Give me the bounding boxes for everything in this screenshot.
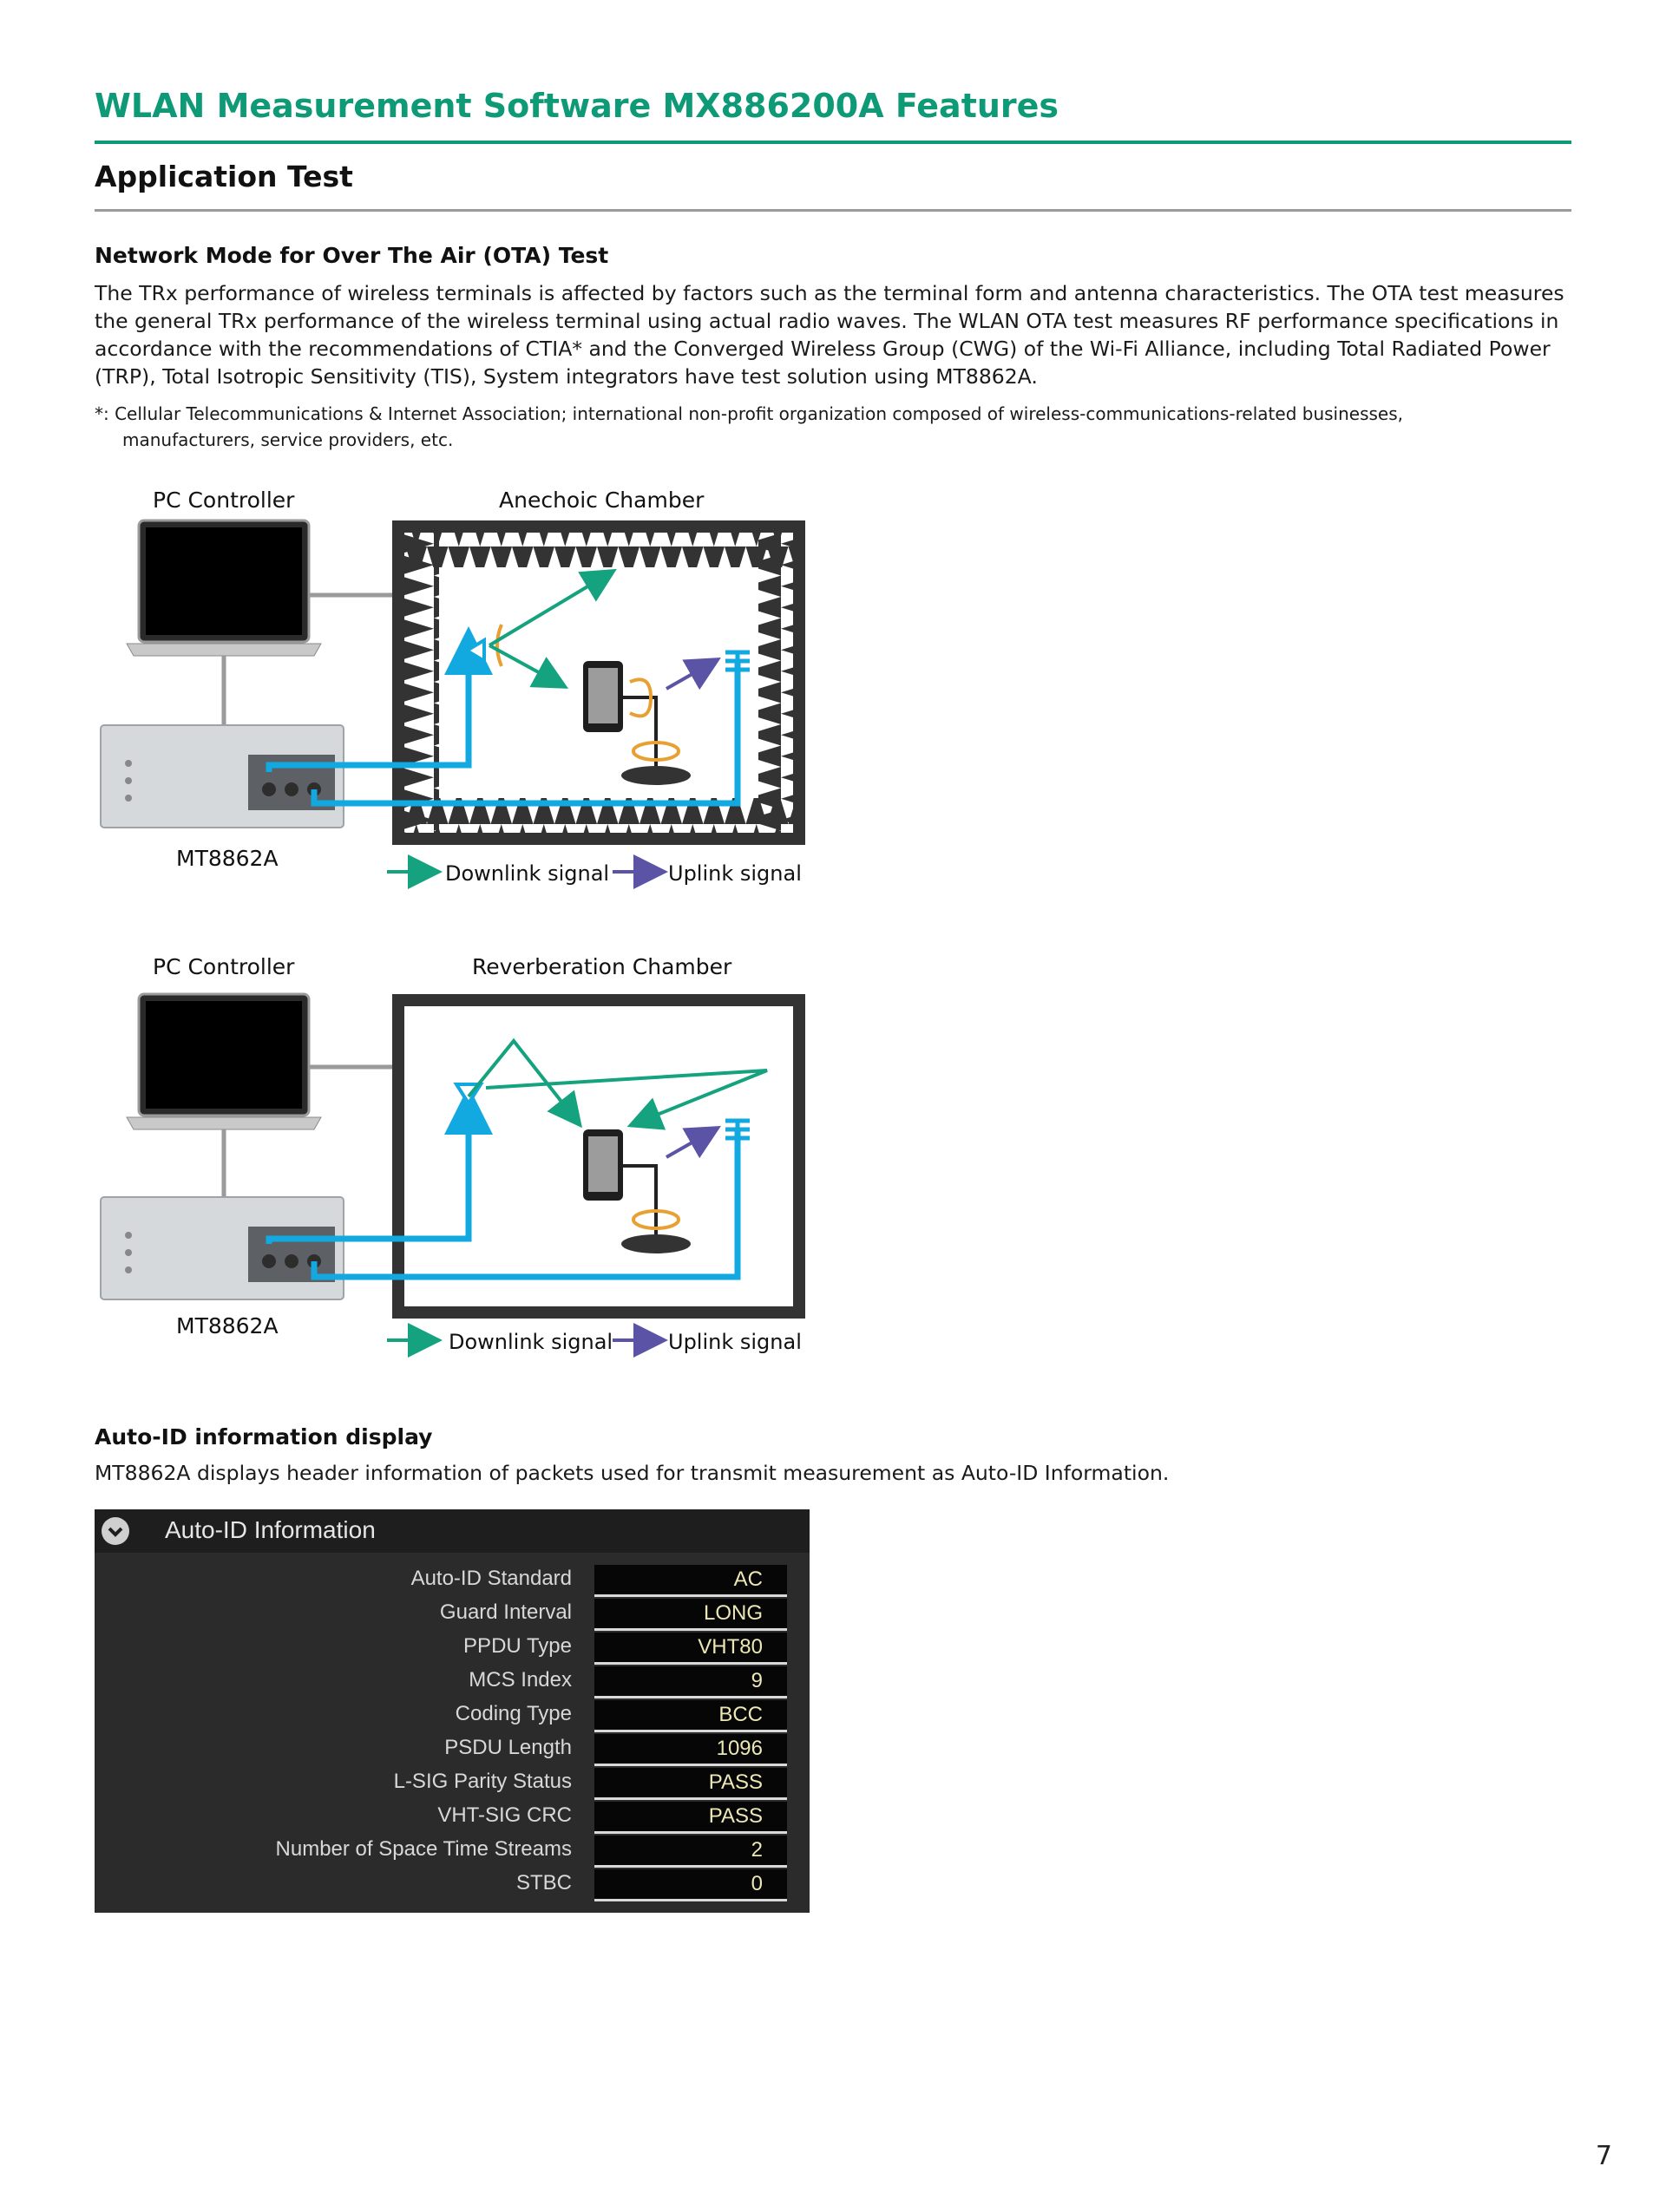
autoid-label: PPDU Type <box>463 1634 572 1658</box>
autoid-label: Number of Space Time Streams <box>275 1837 572 1861</box>
autoid-label: MCS Index <box>469 1668 572 1692</box>
anechoic-chamber-diagram <box>87 512 816 893</box>
ota-footnote <box>95 401 1552 453</box>
page-number: 7 <box>1595 2141 1612 2171</box>
reverberation-chamber-diagram <box>87 980 816 1362</box>
diagram2-controller-label: PC Controller <box>153 954 295 979</box>
diagram1-legend-downlink: Downlink signal <box>445 861 610 886</box>
autoid-value <box>594 1768 787 1800</box>
diagram2-instrument-label: MT8862A <box>176 1313 279 1338</box>
title-divider <box>95 141 1571 144</box>
autoid-value <box>594 1869 787 1901</box>
page-title: WLAN Measurement Software MX886200A Features <box>95 87 1059 125</box>
ota-heading: Network Mode for Over The Air (OTA) Test <box>95 243 609 268</box>
autoid-label: PSDU Length <box>444 1736 572 1759</box>
autoid-value <box>594 1836 787 1868</box>
autoid-value-text: 0 <box>751 1872 763 1895</box>
diagram1-legend-uplink: Uplink signal <box>668 861 802 886</box>
ota-paragraph: The TRx performance of wireless terminals is affected by factors such as the terminal form and antenna characteristics. The OTA test measures the general TRx performance of the wireless terminal using actual radio waves. The WLAN OTA test measures RF performance specifications in accordance with the recommendations of CTIA* and the Converged Wireless Group (CWG) of the Wi-Fi Alliance, including Total Radiated Power (TRP), Total Isotropic Sensitivity (TIS), System integrators have test solution using MT8862A. <box>95 281 1564 389</box>
footnote-line-1: *: Cellular Telecommunications & Internet Association; international non-profit organization composed of wireless-communications-related businesses, <box>95 403 1403 424</box>
autoid-value <box>594 1802 787 1834</box>
autoid-panel-title: Auto-ID Information <box>165 1516 376 1543</box>
autoid-value-text: LONG <box>703 1601 763 1625</box>
autoid-paragraph: MT8862A displays header information of packets used for transmit measurement as Auto-ID Information. <box>95 1461 1170 1485</box>
section-title: Application Test <box>95 160 353 193</box>
autoid-value-text: BCC <box>718 1703 763 1726</box>
autoid-value-text: 1096 <box>716 1737 763 1760</box>
autoid-label: Coding Type <box>455 1702 572 1725</box>
autoid-value-text: PASS <box>708 1804 763 1828</box>
mt8862a-instrument-icon <box>101 1197 344 1299</box>
autoid-label: Auto-ID Standard <box>410 1567 572 1590</box>
autoid-value <box>594 1666 787 1698</box>
laptop-icon <box>127 994 321 1129</box>
autoid-value <box>594 1700 787 1732</box>
autoid-value <box>594 1565 787 1597</box>
autoid-value-text: 9 <box>751 1669 763 1692</box>
diagram1-instrument-label: MT8862A <box>176 846 279 871</box>
autoid-panel-header[interactable] <box>95 1509 810 1553</box>
diagram2-legend-downlink: Downlink signal <box>449 1330 613 1354</box>
autoid-value-text: AC <box>733 1567 763 1591</box>
mt8862a-instrument-icon <box>101 725 344 828</box>
autoid-label: L-SIG Parity Status <box>393 1770 572 1793</box>
laptop-icon <box>127 520 321 656</box>
autoid-value-text: VHT80 <box>698 1635 763 1659</box>
autoid-label: STBC <box>515 1871 572 1895</box>
autoid-value <box>594 1734 787 1766</box>
autoid-value-text: 2 <box>751 1838 763 1862</box>
autoid-label: Guard Interval <box>439 1600 572 1624</box>
autoid-value <box>594 1599 787 1631</box>
autoid-label: VHT-SIG CRC <box>437 1803 572 1827</box>
diagram2-legend-uplink: Uplink signal <box>668 1330 802 1354</box>
footnote-line-2: manufacturers, service providers, etc. <box>122 429 454 450</box>
chevron-down-icon[interactable] <box>102 1517 129 1545</box>
section-divider <box>95 209 1571 212</box>
autoid-value <box>594 1633 787 1665</box>
diagram1-controller-label: PC Controller <box>153 488 295 513</box>
autoid-value-text: PASS <box>708 1770 763 1794</box>
autoid-heading: Auto-ID information display <box>95 1424 433 1450</box>
autoid-panel <box>95 1509 810 1913</box>
diagram2-chamber-label: Reverberation Chamber <box>472 954 732 979</box>
diagram1-chamber-label: Anechoic Chamber <box>499 488 705 513</box>
